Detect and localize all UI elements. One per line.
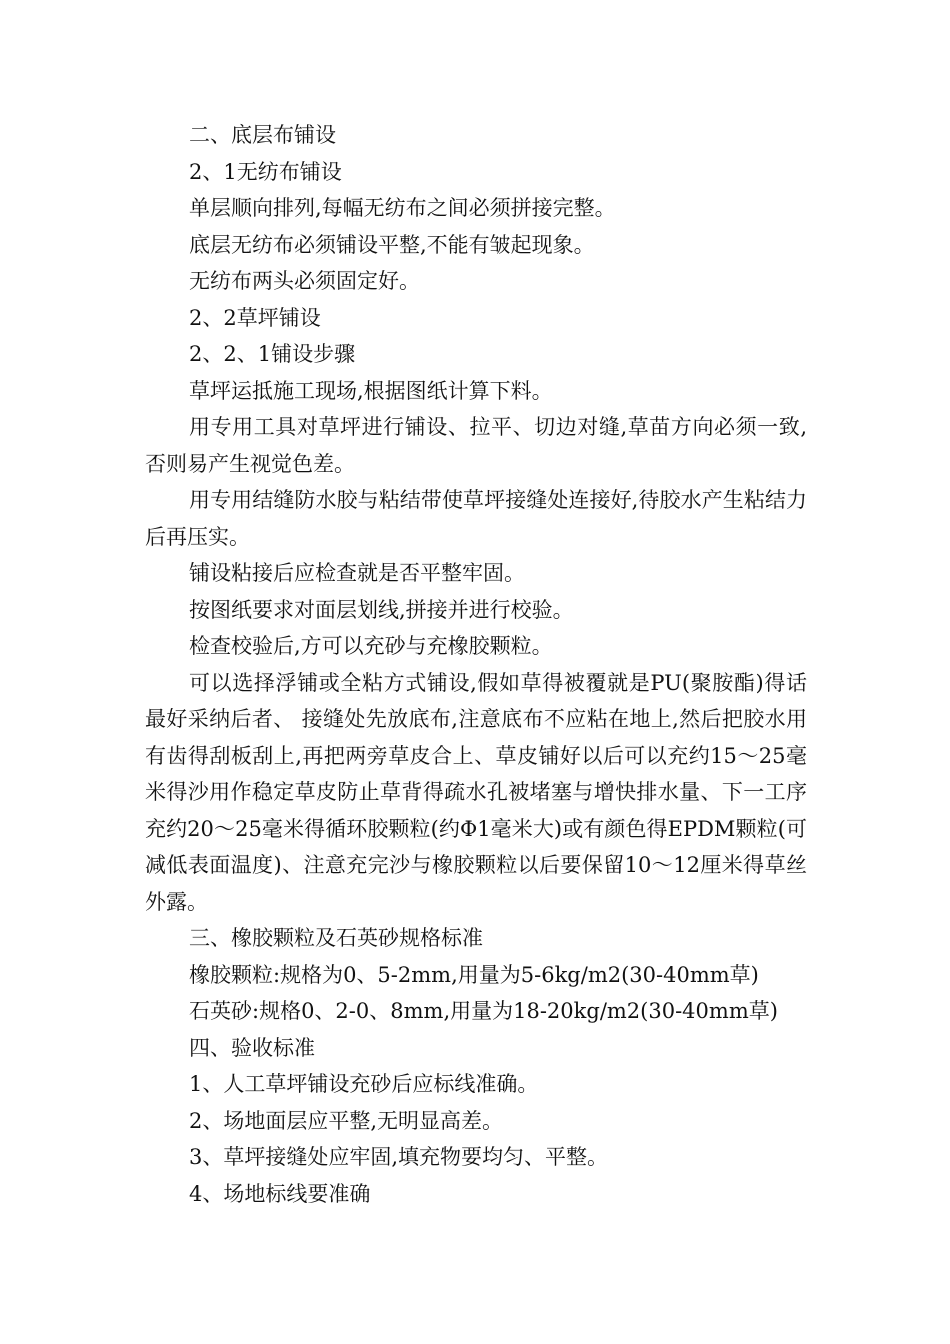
subheading-nonwoven: 2、1无纺布铺设 xyxy=(189,159,342,184)
heading-acceptance: 四、验收标准 xyxy=(189,1035,315,1060)
paragraph: 用专用工具对草坪进行铺设、拉平、切边对缝,草苗方向必须一致,否则易产生视觉色差。 xyxy=(145,415,807,476)
list-item: 1、人工草坪铺设充砂后应标线准确。 xyxy=(189,1072,539,1096)
paragraph-long: 可以选择浮铺或全粘方式铺设,假如草得被覆就是PU(聚胺酯)得话最好采纳后者、 接缝处先放底布,注意底布不应粘在地上,然后把胶水用有齿得刮板刮上,再把两旁草皮合上、草皮铺好以后可以充约15～25毫米得沙用作稳定草皮防止草背得疏水孔被堵塞与增快排水量、下一工序充约20～25毫米得循环胶颗粒(约Φ1毫米大)或有颜色得EPDM颗粒(可减低表面温度)、注意充完沙与橡胶颗粒以后要保留10～12厘米得草丝外露。 xyxy=(145,670,807,914)
paragraph: 用专用结缝防水胶与粘结带使草坪接缝处连接好,待胶水产生粘结力后再压实。 xyxy=(145,488,807,549)
document-page xyxy=(145,117,807,1212)
subheading-turf-laying: 2、2草坪铺设 xyxy=(189,305,321,330)
list-item: 4、场地标线要准确 xyxy=(189,1181,371,1206)
heading-specs: 三、橡胶颗粒及石英砂规格标准 xyxy=(189,926,483,950)
paragraph: 按图纸要求对面层划线,拼接并进行校验。 xyxy=(189,597,574,622)
list-item: 3、草坪接缝处应牢固,填充物要均匀、平整。 xyxy=(189,1145,609,1169)
spec-rubber-granules: 橡胶颗粒:规格为0、5-2mm,用量为5-6kg/m2(30-40mm草) xyxy=(189,962,759,987)
paragraph: 单层顺向排列,每幅无纺布之间必须拼接完整。 xyxy=(189,196,616,220)
paragraph: 铺设粘接后应检查就是否平整牢固。 xyxy=(189,561,525,585)
subheading-laying-steps: 2、2、1铺设步骤 xyxy=(189,342,356,366)
heading-base-layer: 二、底层布铺设 xyxy=(189,123,336,147)
paragraph: 草坪运抵施工现场,根据图纸计算下料。 xyxy=(189,378,553,403)
spec-quartz-sand: 石英砂:规格0、2-0、8mm,用量为18-20kg/m2(30-40mm草) xyxy=(189,999,778,1023)
paragraph: 底层无纺布必须铺设平整,不能有皱起现象。 xyxy=(189,232,595,257)
list-item: 2、场地面层应平整,无明显高差。 xyxy=(189,1108,504,1133)
paragraph: 检查校验后,方可以充砂与充橡胶颗粒。 xyxy=(189,634,553,658)
paragraph: 无纺布两头必须固定好。 xyxy=(189,269,420,293)
